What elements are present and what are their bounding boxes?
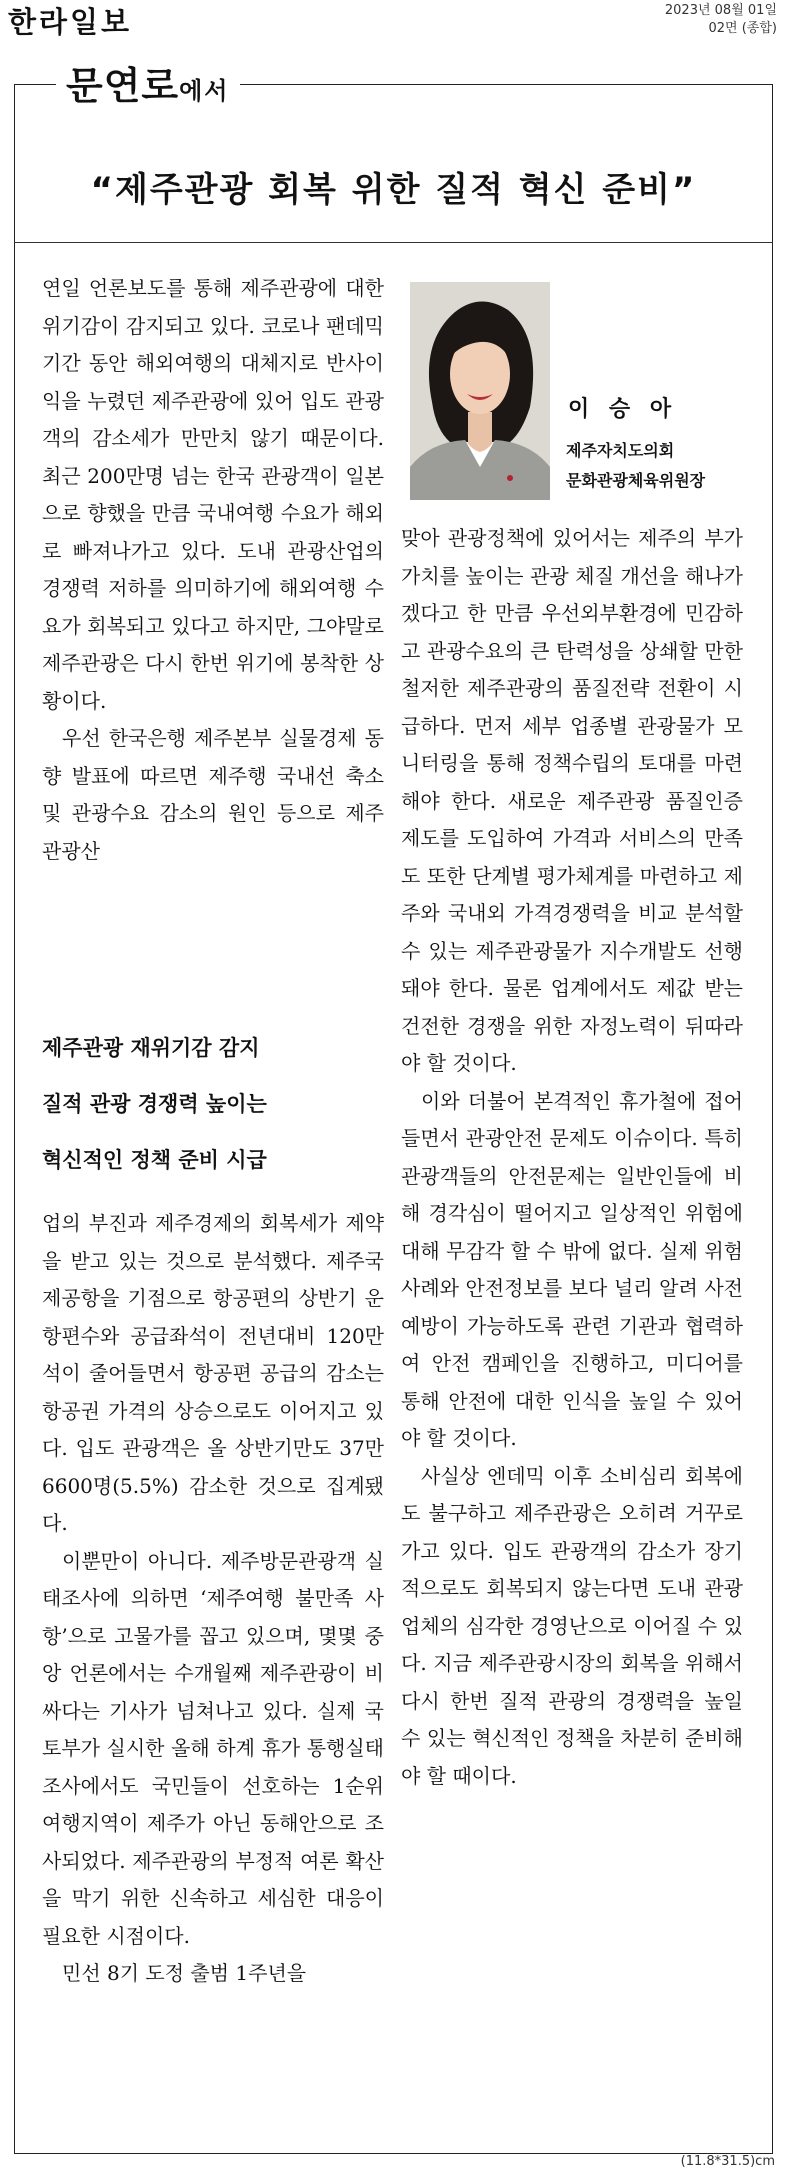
article-column-left-continued <box>42 1205 384 1993</box>
section-label <box>56 64 240 113</box>
body-paragraph: 연일 언론보도를 통해 제주관광에 대한 위기감이 감지되고 있다. 코로나 팬데믹 기간 동안 해외여행의 대체지로 반사이익을 누렸던 제주관광에 있어 입도 관광객의 감소세가 만만치 않기 때문이다. 최근 200만명 넘는 한국 관광객이 일본으로 향했을 만큼 국내여행 수요가 해외로 빠져나가고 있다. 도내 관광산업의 경쟁력 저하를 의미하기에 해외여행 수요가 회복되고 있다고 하지만, 그야말로 제주관광은 다시 한번 위기에 봉착한 상황이다. <box>42 276 384 713</box>
newspaper-name: 한라일보 <box>8 5 133 39</box>
section-label-suffix: 에서 <box>179 77 230 105</box>
body-paragraph: 민선 8기 도정 출범 1주년을 <box>62 1961 307 1985</box>
article-headline: “제주관광 회복 위한 질적 혁신 준비” <box>90 170 697 210</box>
author-title-line: 문화관광체육위원장 <box>566 471 706 490</box>
subhead: 제주관광 재위기감 감지 <box>42 1036 260 1060</box>
body-paragraph: 이와 더불어 본격적인 휴가철에 접어들면서 관광안전 문제도 이슈이다. 특히 관광객들의 안전문제는 일반인들에 비해 경각심이 떨어지고 일상적인 위험에 대해 무감각 할 수 밖에 없다. 실제 위험 사례와 안전정보를 보다 널리 알려 사전 예방이 가능하도록 관련 기관과 협력하여 안전 캠페인을 진행하고, 미디어를 통해 안전에 대한 인식을 높일 수 있어야 할 것이다. <box>401 1088 743 1450</box>
issue-meta <box>665 2 777 38</box>
issue-page: 02면 (종합) <box>708 21 777 36</box>
headline-divider <box>14 242 773 243</box>
author-photo <box>410 282 550 500</box>
author-title <box>566 436 705 496</box>
article-subheads <box>42 1020 384 1188</box>
body-paragraph: 맞아 관광정책에 있어서는 제주의 부가가치를 높이는 관광 체질 개선을 해나가겠다고 한 만큼 우선외부환경에 민감하고 관광수요의 큰 탄력성을 상쇄할 만한 철저한 제주관광의 품질전략 전환이 시급하다. 먼저 세부 업종별 관광물가 모니터링을 통해 정책수립의 토대를 마련해야 한다. 새로운 제주관광 품질인증 제도를 도입하여 가격과 서비스의 만족도 또한 단계별 평가체계를 마련하고 제주와 국내외 가격경쟁력을 비교 분석할 수 있는 제주관광물가 지수개발도 선행돼야 한다. 물론 업계에서도 제값 받는 건전한 경쟁을 위한 자정노력이 뒤따라야 할 것이다. <box>401 526 743 1075</box>
body-paragraph: 업의 부진과 제주경제의 회복세가 제약을 받고 있는 것으로 분석했다. 제주국제공항을 기점으로 항공편의 상반기 운항편수와 공급좌석이 전년대비 120만석이 줄어들면서 항공편 공급의 감소는 항공권 가격의 상승으로도 이어지고 있다. 입도 관광객은 올 상반기만도 37만6600명(5.5%) 감소한 것으로 집계됐다. <box>42 1211 384 1535</box>
author-title-line: 제주자치도의회 <box>566 441 675 460</box>
article-column-left <box>42 270 384 870</box>
portrait-photo-icon <box>410 282 550 500</box>
article-column-right <box>401 520 743 1795</box>
issue-date: 2023년 08월 01일 <box>664 3 777 18</box>
body-paragraph: 이뿐만이 아니다. 제주방문관광객 실태조사에 의하면 ‘제주여행 불만족 사항’으로 고물가를 꼽고 있으며, 몇몇 중앙 언론에서는 수개월째 제주관광이 비싸다는 기사가 넘쳐나고 있다. 실제 국토부가 실시한 올해 하계 휴가 통행실태조사에서도 국민들이 선호하는 1순위 여행지역이 제주가 아닌 동해안으로 조사되었다. 제주관광의 부정적 여론 확산을 막기 위한 신속하고 세심한 대응이 필요한 시점이다. <box>42 1548 384 1948</box>
subhead: 질적 관광 경쟁력 높이는 <box>42 1092 267 1116</box>
section-label-main: 문연로 <box>66 64 180 108</box>
article-size: (11.8*31.5)cm <box>680 2154 775 2169</box>
body-paragraph: 사실상 엔데믹 이후 소비심리 회복에도 불구하고 제주관광은 오히려 거꾸로 가고 있다. 입도 관광객의 감소가 장기적으로도 회복되지 않는다면 도내 관광업체의 심각한 경영난으로 이어질 수 있다. 지금 제주관광시장의 회복을 위해서 다시 한번 질적 관광의 경쟁력을 높일 수 있는 혁신적인 정책을 차분히 준비해야 할 때이다. <box>401 1463 743 1788</box>
body-paragraph: 우선 한국은행 제주본부 실물경제 동향 발표에 따르면 제주행 국내선 축소 및 관광수요 감소의 원인 등으로 제주 관광산 <box>42 726 384 863</box>
author-name: 이 승 아 <box>568 397 678 422</box>
subhead: 혁신적인 정책 준비 시급 <box>42 1148 267 1172</box>
